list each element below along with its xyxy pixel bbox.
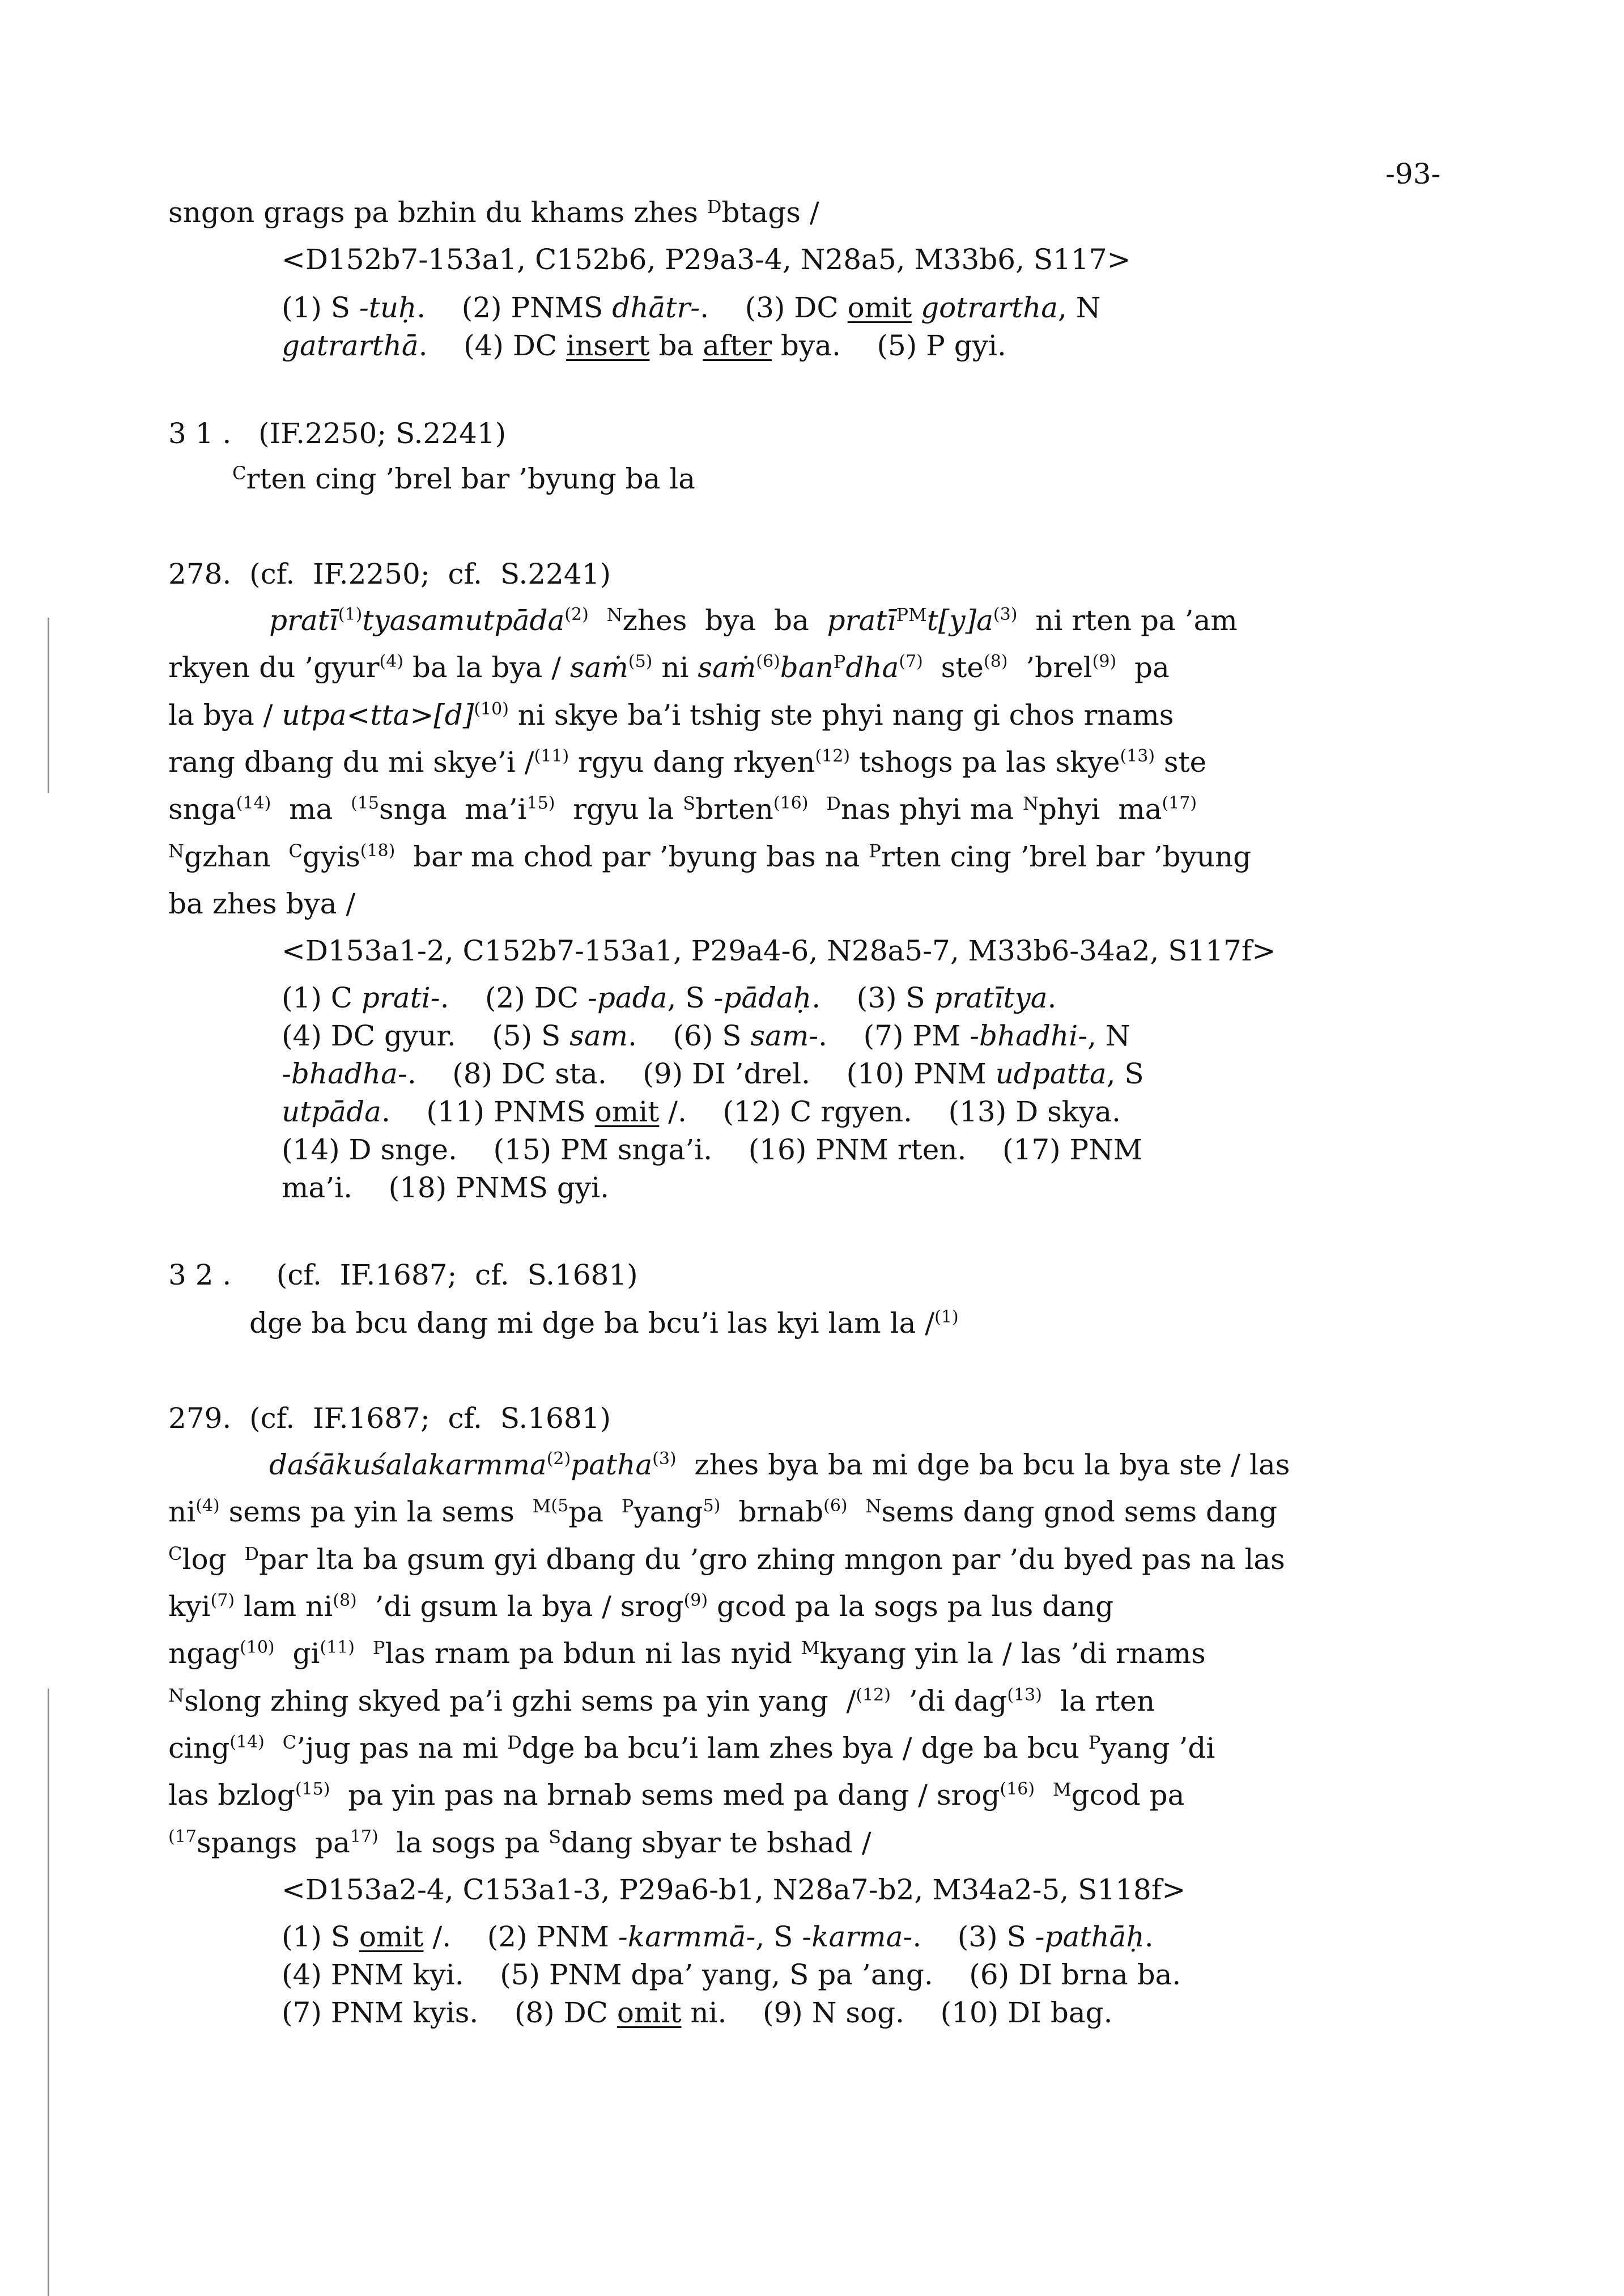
body-line: pratī$^{(1)}$tyasamutpāda$^{(2)}$ $^N$zhes bya ba $pratī^{PM}t[y]a^{(3)}$ ni rten pa ’am: [269, 604, 1238, 637]
variant-note: (7) PNM kyis. (8) DC omit ni. (9) N sog. (10) DI bag.: [282, 1996, 1113, 2029]
entry-heading: 279. (cf. IF.1687; cf. S.1681): [168, 1402, 611, 1435]
entry-heading: 3 2 . (cf. IF.1687; cf. S.1681): [168, 1258, 638, 1291]
page-number: -93-: [1385, 158, 1441, 190]
body-line: $^N$slong zhing skyed pa’i gzhi sems pa yin yang /$^{(12)}$ ’di dag$^{(13)}$ la rten: [168, 1685, 1155, 1717]
source-references: <D153a1-2, C152b7-153a1, P29a4-6, N28a5-7, M33b6-34a2, S117f>: [282, 934, 1276, 967]
variant-note: gatrarthā. (4) DC insert ba after bya. (5) P gyi.: [282, 329, 1006, 362]
tibetan-lemma: dge ba bcu dang mi dge ba bcu’i las kyi lam la /$^{(1)}$: [249, 1307, 959, 1340]
variant-note: (1) C prati-. (2) DC -pada, S -pādaḥ. (3) S pratītya.: [282, 981, 1057, 1014]
tibetan-lemma: $^C$rten cing ’brel bar ’byung ba la: [232, 462, 696, 495]
body-line: la bya / $utpa<tta>[d]^{(10)}$ ni skye ba’i tshig ste phyi nang gi chos rnams: [168, 699, 1174, 732]
variant-note: (4) DC gyur. (5) S sam. (6) S sam-. (7) PM -bhadhi-, N: [282, 1019, 1130, 1052]
variant-note: (14) D snge. (15) PM snga’i. (16) PNM rten. (17) PNM: [282, 1133, 1143, 1166]
body-line: ngag$^{(10)}$ $gi^{(11)}$ $^P$las rnam pa bdun ni las nyid $^M$kyang yin la / las ’di rnams: [168, 1637, 1206, 1670]
body-line: rang dbang du mi skye’i /$^{(11)}$ rgyu dang rkyen$^{(12)}$ tshogs pa las skye$^{(13)}$ ste: [168, 746, 1207, 779]
variant-note: utpāda. (11) PNMS omit /. (12) C rgyen. (13) D skya.: [282, 1095, 1121, 1128]
body-line: cing$^{(14)}$ $^C$’jug pas na mi $^D$dge ba bcu’i lam zhes bya / dge ba bcu $^P$yang ’di: [168, 1732, 1215, 1764]
body-line: $^N$gzhan $^C$gyis$^{(18)}$ bar ma chod par ’byung bas na $^P$rten cing ’brel bar ’byung: [168, 840, 1252, 873]
margin-rule-upper: [48, 618, 49, 793]
variant-note: -bhadha-. (8) DC sta. (9) DI ’drel. (10) PNM udpatta, S: [282, 1057, 1144, 1090]
variant-note: (4) PNM kyi. (5) PNM dpa’ yang, S pa ’ang. (6) DI brna ba.: [282, 1958, 1181, 1991]
body-line: ba zhes bya /: [168, 887, 356, 920]
variant-note: (1) S omit /. (2) PNM -karmmā-, S -karma-. (3) S -pathāḥ.: [282, 1920, 1154, 1953]
body-line: $^{(17}$spangs $pa^{17)}$ la sogs pa $^S$dang sbyar te bshad /: [168, 1826, 871, 1859]
entry-heading: 3 1 . (IF.2250; S.2241): [168, 417, 507, 450]
body-line: rkyen du ’gyur$^{(4)}$ ba la bya / saṁ$^{(5)}$ ni saṁ$^{(6)}$ban$^P$dha$^{(7)}$ ste$^{(8)}$ ’brel$^{(9)}$ pa: [168, 651, 1170, 684]
body-line: sngon grags pa bzhin du khams zhes $^D$btags /: [168, 196, 819, 229]
body-line: kyi$^{(7)}$ lam $ni^{(8)}$ ’di gsum la bya / srog$^{(9)}$ gcod pa la sogs pa lus dang: [168, 1590, 1114, 1623]
body-line: $ni^{(4)}$ sems pa yin la sems $^{M(5}$pa $^P$yang$^{5)}$ brnab$^{(6)}$ $^N$sems dang gnod sems dang: [168, 1495, 1278, 1528]
body-line: las bzlog$^{(15)}$ pa yin pas na brnab sems med pa dang / srog$^{(16)}$ $^M$gcod pa: [168, 1779, 1185, 1812]
source-references: <D152b7-153a1, C152b6, P29a3-4, N28a5, M33b6, S117>: [282, 243, 1131, 276]
variant-note: (1) S -tuḥ. (2) PNMS dhātr-. (3) DC omit gotrartha, N: [282, 291, 1101, 324]
body-line: $^C$log $^D$par lta ba gsum gyi dbang du ’gro zhing mngon par ’du byed pas na las: [168, 1543, 1285, 1576]
source-references: <D153a2-4, C153a1-3, P29a6-b1, N28a7-b2, M34a2-5, S118f>: [282, 1873, 1186, 1906]
body-line: snga$^{(14)}$ ma $^{(15}$snga $ma’i^{15)}$ rgyu la $^S$brten$^{(16)}$ $^D$nas phyi ma $^N$phyi $ma^{(17)}$: [168, 793, 1197, 826]
margin-rule-lower: [48, 1689, 49, 2296]
variant-note: ma’i. (18) PNMS gyi.: [282, 1171, 609, 1204]
entry-heading: 278. (cf. IF.2250; cf. S.2241): [168, 558, 611, 590]
body-line: daśākuśalakarmma$^{(2)}$patha$^{(3)}$ zhes bya ba mi dge ba bcu la bya ste / las: [269, 1448, 1290, 1481]
